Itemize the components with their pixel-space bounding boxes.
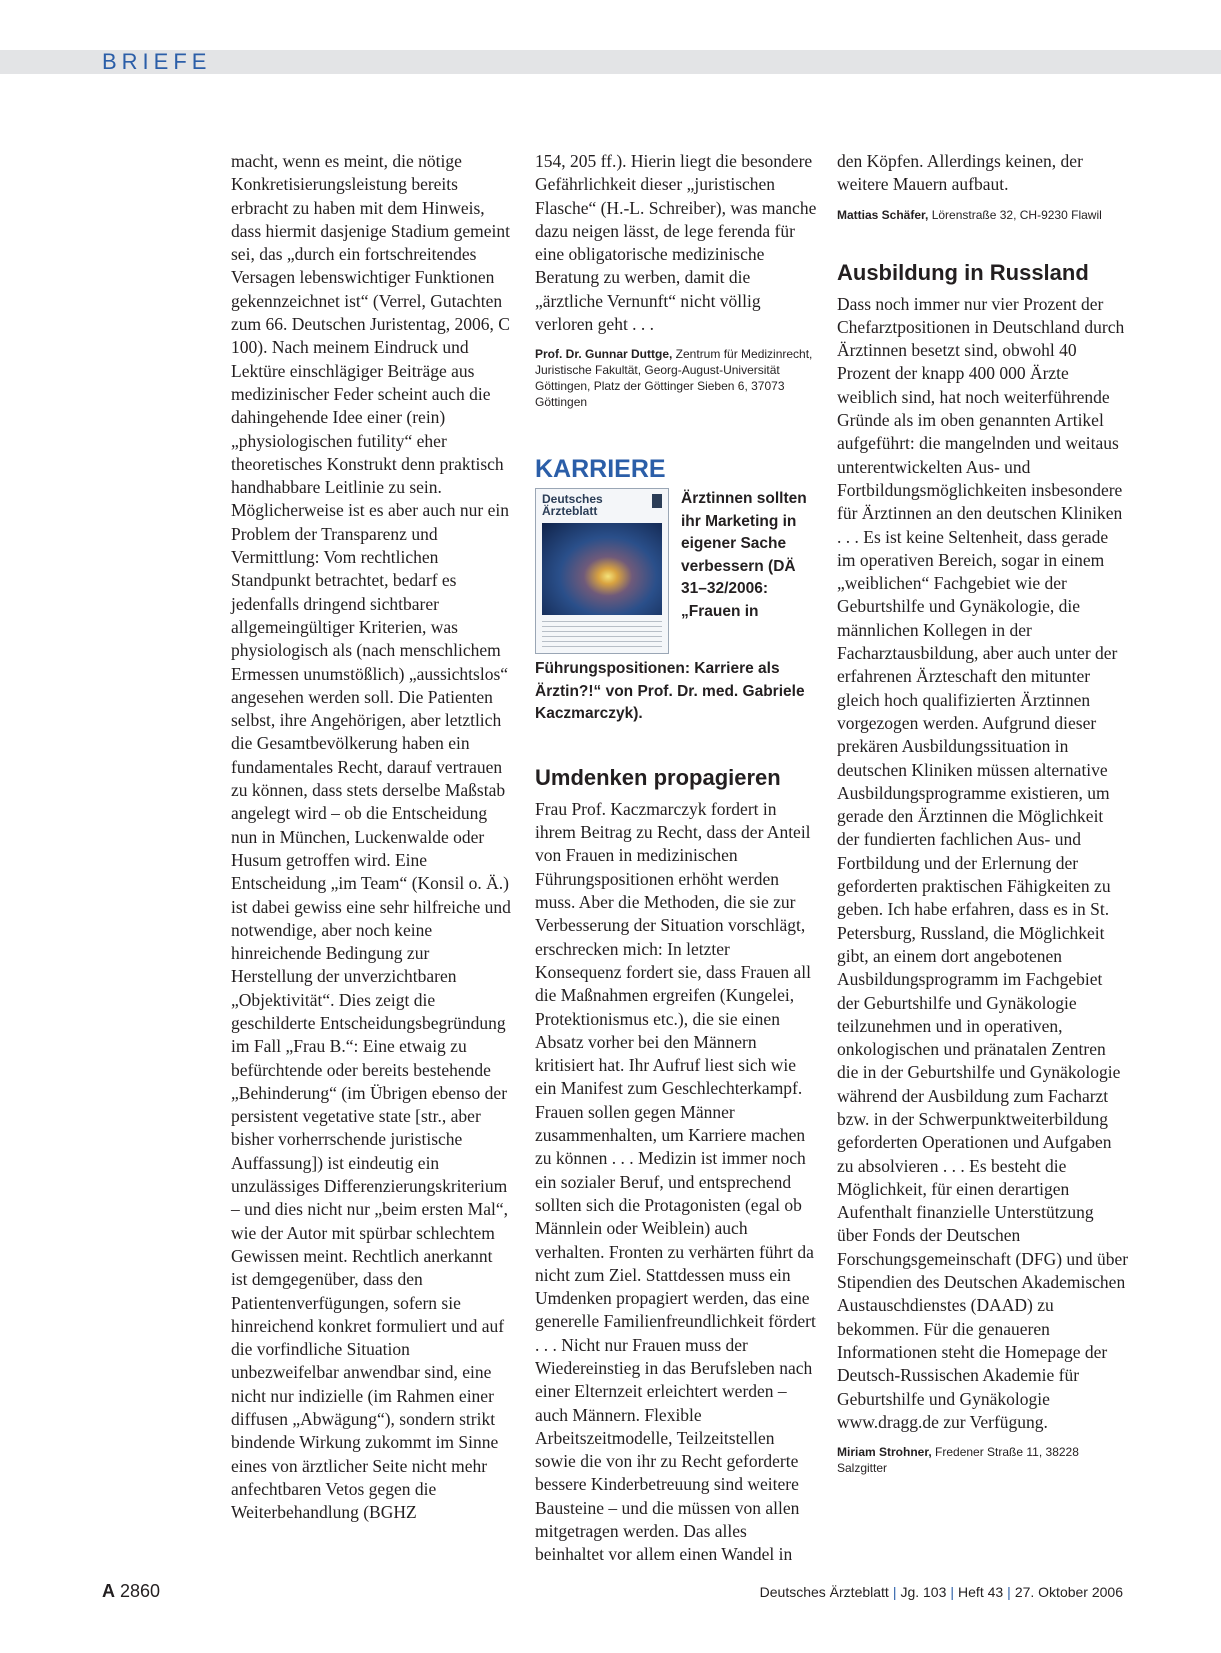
cover-emblem-icon <box>652 494 662 508</box>
karriere-teaser <box>535 488 817 726</box>
karriere-heading: KARRIERE <box>535 455 666 484</box>
footer-separator: | <box>950 1584 955 1600</box>
cover-text-lines <box>542 621 662 647</box>
magazine-cover-image <box>535 488 669 654</box>
letter-signature <box>535 346 817 410</box>
page-number-value: 2860 <box>115 1581 161 1601</box>
footer-separator: | <box>892 1584 897 1600</box>
article-heading-umdenken: Umdenken propagieren <box>535 764 781 790</box>
page-number <box>102 1580 160 1602</box>
column-3 <box>837 150 1129 1476</box>
footer-date: 27. Oktober 2006 <box>1014 1584 1123 1600</box>
signature-address: Lörenstraße 32, CH-9230 Flawil <box>928 207 1102 222</box>
letter-ending-text: 154, 205 ff.). Hierin liegt die besondere Gefährlichkeit dieser „juristischen Flasche“ (H.-L. Schreiber), was manche dazu neigen lässt, de lege ferenda für eine obligatorische medizinische Beratung zu werben, damit die „ärztliche Vernunft“ nicht völlig verloren geht . . . <box>535 151 817 335</box>
footer-volume: Jg. 103 <box>900 1584 947 1600</box>
karriere-teaser-text: Ärztinnen sollten ihr Marketing in eigener Sache verbessern (DÄ 31–32/2006: „Frauen in Führungspositionen: Karriere als Ärztin?!“ von Prof. Dr. med. Gabriele Kaczmarczyk). <box>535 490 807 723</box>
letter-ending-text: den Köpfen. Allerdings keinen, der weitere Mauern aufbaut. <box>837 151 1083 195</box>
signature-name: Prof. Dr. Gunnar Duttge, <box>535 347 673 362</box>
column-2 <box>535 150 817 1567</box>
signature-address: Fredener Straße 11, 38228 Salzgitter <box>837 1445 1079 1476</box>
letter-signature <box>837 1444 1129 1476</box>
letter-continuation-text: macht, wenn es meint, die nötige Konkretisierungsleistung bereits erbracht zu haben mit dem Hinweis, dass hiermit dasjenige Stadium gemeint sei, das „durch ein fortschreitendes Versagen lebenswichtiger Funktionen gekennzeichnet ist“ (Verrel, Gutachten zum 66. Deutschen Juristentag, 2006, C 100). Nach meinem Eindruck und Lektüre einschlägiger Beiträge aus medizinischer Feder scheint auch die dahingehende Idee einer (rein) „physiologischen futility“ eher theoretisches Konstrukt denn praktisch handhabbare Leitlinie zu sein. Möglicherweise ist es aber auch nur ein Problem der Transparenz und Vermittlung: Vom rechtlichen Standpunkt betrachtet, bedarf es jedenfalls dringend sichtbarer allgemeingültiger Kriterien, was physiologisch als (nach menschlichem Ermessen unumstößlich) „aussichtslos“ angesehen werden soll. Die Patienten selbst, ihre Angehörigen, aber letztlich die Gesamtbevölkerung haben ein fundamentales Recht, darauf vertrauen zu können, dass stets derselbe Maßstab angelegt wird – ob die Entscheidung nun in München, Luckenwalde oder Husum getroffen wird. Eine Entscheidung „im Team“ (Konsil o. Ä.) ist dabei gewiss eine sehr hilfreiche und notwendige, aber noch keine hinreichende Bedingung zur Herstellung der unverzichtbaren „Objektivität“. Dies zeigt die geschilderte Entscheidungsbegründung im Fall „Frau B.“: Eine etwaig zu befürchtende oder bereits bestehende „Behinderung“ (im Übrigen ebenso der persistent vegetative state [str., aber bisher vorherrschende juristische Auffassung]) ist eindeutig ein unzulässiges Differenzierungskriterium – und dies nicht nur „beim ersten Mal“, wie der Autor mit spürbar schlechtem Gewissen meint. Rechtlich anerkannt ist demgegenüber, dass den Patientenverfügungen, sofern sie hinreichend konkret formuliert und auf die vorfindliche Situation unbezweifelbar anwendbar sind, eine nicht nur indizielle (im Rahmen einer diffusen „Abwägung“), sondern strikt bindende Wirkung zukommt im Sinne eines von ärztlicher Seite nicht mehr anfechtbaren Vetos gegen die Weiterbehandlung (BGHZ <box>231 151 511 1523</box>
article-heading-russland: Ausbildung in Russland <box>837 259 1089 285</box>
article-text-umdenken: Frau Prof. Kaczmarczyk fordert in ihrem Beitrag zu Recht, dass der Anteil von Frauen in medizinischen Führungspositionen erhöht werden muss. Aber die Methoden, die sie zur Verbesserung der Situation vorschlägt, erschrecken mich: In letzter Konsequenz fordert sie, dass Frauen all die Maßnahmen ergreifen (Kungelei, Protektionismus etc.), die sie einen Absatz vorher bei den Männern kritisiert hat. Ihr Aufruf liest sich wie ein Manifest zum Geschlechterkampf. Frauen sollen gegen Männer zusammenhalten, um Karriere machen zu können . . . Medizin ist immer noch ein sozialer Beruf, und entsprechend sollten sich die Protagonisten (egal ob Männlein oder Weiblein) auch verhalten. Fronten zu verhärten führt da nicht zum Ziel. Stattdessen muss ein Umdenken propagiert werden, das eine generelle Familienfreundlichkeit fördert . . . Nicht nur Frauen muss der Wiedereinstieg in das Berufsleben nach einer Elternzeit erleichtert werden – auch Männern. Flexible Arbeitszeitmodelle, Teilzeitstellen sowie die von ihr zu Recht geforderte bessere Kinderbetreuung sind weitere Bausteine – und die müssen von allen mitgetragen werden. Das alles beinhaltet vor allem einen Wandel in <box>535 798 816 1565</box>
section-tag: BRIEFE <box>102 49 212 74</box>
footer-separator: | <box>1007 1584 1011 1600</box>
article-text-russland: Dass noch immer nur vier Prozent der Chefarztpositionen in Deutschland durch Ärztinnen besetzt sind, obwohl 40 Prozent der knapp 400 000 Ärzte weiblich sind, hat noch weiterführende Gründe als im oben genannten Artikel aufgeführt: die mangelnden und weitaus unterentwickelten Aus- und Fortbildungsmöglichkeiten insbesondere für Ärztinnen an den deutschen Kliniken . . . Es ist keine Seltenheit, dass gerade im operativen Bereich, sogar in einem „weiblichen“ Fachgebiet wie der Geburtshilfe und Gynäkologie, die männlichen Kollegen in der Facharztausbildung, aber auch unter der erfahrenen Ärzteschaft den mitunter gleich hoch qualifizierten Ärztinnen vorgezogen werden. Aufgrund dieser prekären Ausbildungssituation in deutschen Kliniken müssen alternative Ausbildungsprogramme existieren, um gerade den Ärztinnen die Möglichkeit der fundierten fachlichen Aus- und Fortbildung und der Erlernung der geforderten praktischen Fähigkeiten zu geben. Ich habe erfahren, dass es in St. Petersburg, Russland, die Möglichkeit gibt, an einem dort angebotenen Ausbildungsprogramm im Fachgebiet der Geburtshilfe und Gynäkologie teilzunehmen und in operativen, onkologischen und pränatalen Zentren die in der Geburtshilfe und Gynäkologie während der Ausbildung zum Facharzt bzw. in der Schwerpunktweiterbildung geforderten Operationen und Aufgaben zu absolvieren . . . Es besteht die Möglichkeit, für einen derartigen Aufenthalt finanzielle Unterstützung über Fonds der Deutschen Forschungsgemeinschaft (DFG) und über Stipendien des Deutschen Akademischen Austauschdienstes (DAAD) zu bekommen. Für die genaueren Informationen steht die Homepage der Deutsch-Russischen Akademie für Geburtshilfe und Gynäkologie www.dragg.de zur Verfügung. <box>837 293 1129 1432</box>
letter-signature <box>837 207 1129 223</box>
footer-issue: Heft 43 <box>958 1584 1004 1600</box>
signature-name: Miriam Strohner, <box>837 1445 932 1460</box>
footer-citation <box>760 1582 1123 1602</box>
page-prefix: A <box>102 1581 115 1601</box>
cover-title: Deutsches Ärzteblatt <box>542 492 603 519</box>
signature-name: Mattias Schäfer, <box>837 207 929 222</box>
cover-photo <box>542 523 662 615</box>
signature-address: Zentrum für Medizinrecht, Juristische Fakultät, Georg-August-Universität Göttingen, Platz der Göttinger Sieben 6, 37073 Göttingen <box>535 347 813 410</box>
column-1 <box>231 150 513 1525</box>
footer-journal: Deutsches Ärzteblatt <box>759 1584 889 1600</box>
